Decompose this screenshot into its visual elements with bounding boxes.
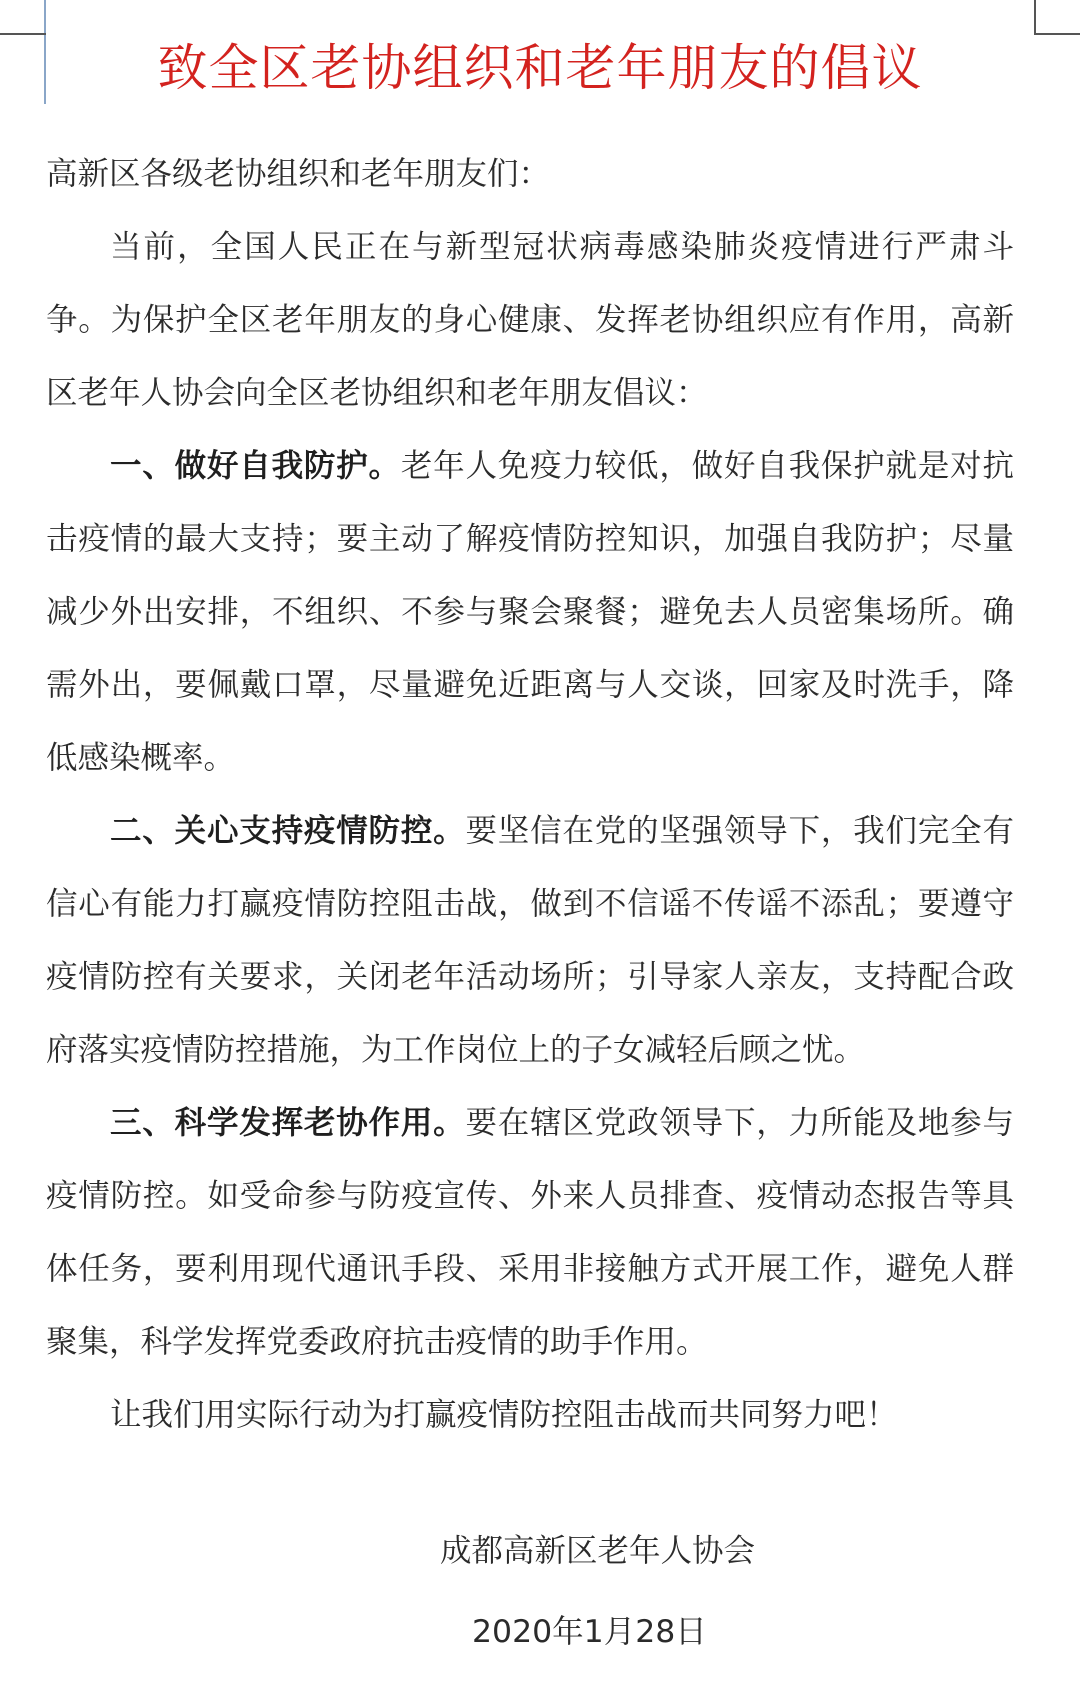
crop-mark [0, 33, 46, 35]
closing-paragraph: 让我们用实际行动为打赢疫情防控阻击战而共同努力吧！ [110, 1397, 898, 1433]
section-paragraph-3 [46, 1087, 1014, 1379]
document-title: 致全区老协组织和老年朋友的倡议 [157, 39, 923, 97]
section-heading: 一、做好自我防护。 [110, 448, 401, 484]
section-text: 要在辖区党政领导下，力所能及地参与疫情防控。如受命参与防疫宣传、外来人员排查、疫情动态报告等具体任务，要利用现代通讯手段、采用非接触方式开展工作，避免人群聚集，科学发挥党委政府抗击疫情的助手作用。 [46, 1105, 1014, 1360]
crop-mark [1034, 33, 1080, 35]
section-heading: 三、科学发挥老协作用。 [110, 1105, 466, 1141]
intro-paragraph: 当前，全国人民正在与新型冠状病毒感染肺炎疫情进行严肃斗争。为保护全区老年朋友的身心健康、发挥老协组织应有作用，高新区老年人协会向全区老协组织和老年朋友倡议： [46, 229, 1014, 411]
section-text: 老年人免疫力较低，做好自我保护就是对抗击疫情的最大支持；要主动了解疫情防控知识，加强自我防护；尽量减少外出安排，不组织、不参与聚会聚餐；避免去人员密集场所。确需外出，要佩戴口罩，尽量避免近距离与人交谈，回家及时洗手，降低感染概率。 [46, 448, 1014, 776]
document-body [46, 138, 1014, 1452]
date: 2020年1月28日 [472, 1614, 707, 1650]
crop-mark [1034, 0, 1036, 33]
section-text: 要坚信在党的坚强领导下，我们完全有信心有能力打赢疫情防控阻击战，做到不信谣不传谣不添乱；要遵守疫情防控有关要求，关闭老年活动场所；引导家人亲友，支持配合政府落实疫情防控措施，为工作岗位上的子女减轻后顾之忧。 [46, 813, 1014, 1068]
section-paragraph-1 [46, 430, 1014, 795]
section-heading: 二、关心支持疫情防控。 [110, 813, 466, 849]
salutation: 高新区各级老协组织和老年朋友们： [46, 156, 551, 192]
section-paragraph-2 [46, 795, 1014, 1087]
signature: 成都高新区老年人协会 [440, 1533, 756, 1569]
